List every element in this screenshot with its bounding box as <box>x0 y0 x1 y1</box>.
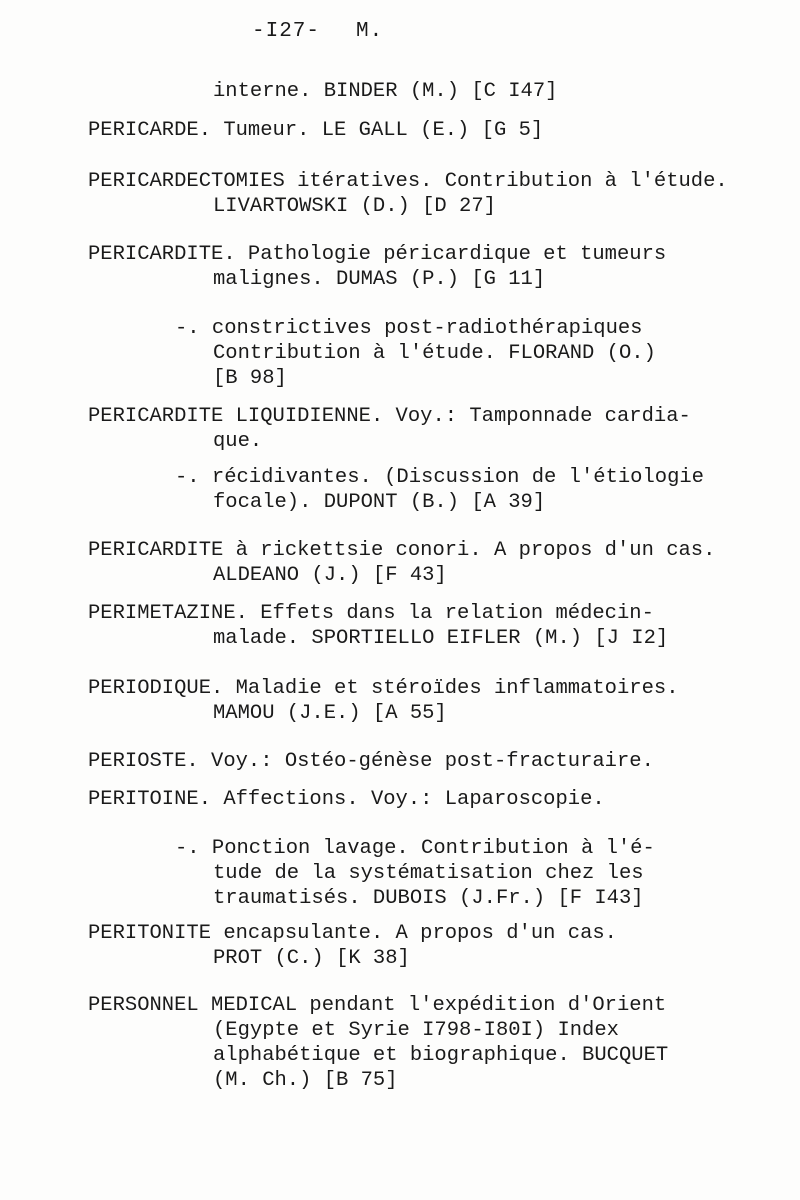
page-number: -I27- <box>252 20 321 43</box>
index-line: PERITOINE. Affections. Voy.: Laparoscopie. <box>88 788 605 811</box>
section-letter: M. <box>356 20 384 43</box>
index-line: malade. SPORTIELLO EIFLER (M.) [J I2] <box>213 627 669 650</box>
index-line: focale). DUPONT (B.) [A 39] <box>213 491 546 514</box>
index-line: [B 98] <box>213 367 287 390</box>
index-line: PERICARDECTOMIES itératives. Contribution à l'étude. <box>88 170 728 193</box>
index-line: interne. BINDER (M.) [C I47] <box>213 80 558 103</box>
index-line: PERIMETAZINE. Effets dans la relation médecin- <box>88 602 654 625</box>
index-line: PERICARDITE. Pathologie péricardique et tumeurs <box>88 243 667 266</box>
index-line: PERITONITE encapsulante. A propos d'un cas. <box>88 922 617 945</box>
index-line: Contribution à l'étude. FLORAND (O.) <box>213 342 656 365</box>
index-line: PERICARDITE LIQUIDIENNE. Voy.: Tamponnade cardia- <box>88 405 691 428</box>
page-header <box>252 20 383 43</box>
index-line: -. constrictives post-radiothérapiques <box>175 317 643 340</box>
index-line: que. <box>213 430 263 453</box>
index-line: MAMOU (J.E.) [A 55] <box>213 702 447 725</box>
index-line: -. Ponction lavage. Contribution à l'é- <box>175 837 655 860</box>
index-line: PROT (C.) [K 38] <box>213 947 410 970</box>
index-line: (Egypte et Syrie I798-I80I) Index <box>213 1019 619 1042</box>
index-line: malignes. DUMAS (P.) [G 11] <box>213 268 546 291</box>
index-line: (M. Ch.) [B 75] <box>213 1069 398 1092</box>
index-line: ALDEANO (J.) [F 43] <box>213 564 447 587</box>
index-line: -. récidivantes. (Discussion de l'étiologie <box>175 466 704 489</box>
index-line: alphabétique et biographique. BUCQUET <box>213 1044 669 1067</box>
index-line: LIVARTOWSKI (D.) [D 27] <box>213 195 496 218</box>
index-line: tude de la systématisation chez les <box>213 862 644 885</box>
index-line: PERICARDITE à rickettsie conori. A propos d'un cas. <box>88 539 716 562</box>
index-line: PERICARDE. Tumeur. LE GALL (E.) [G 5] <box>88 119 544 142</box>
index-line: PERIOSTE. Voy.: Ostéo-génèse post-fracturaire. <box>88 750 654 773</box>
index-line: PERIODIQUE. Maladie et stéroïdes inflammatoires. <box>88 677 679 700</box>
index-line: PERSONNEL MEDICAL pendant l'expédition d'Orient <box>88 994 667 1017</box>
index-line: traumatisés. DUBOIS (J.Fr.) [F I43] <box>213 887 644 910</box>
